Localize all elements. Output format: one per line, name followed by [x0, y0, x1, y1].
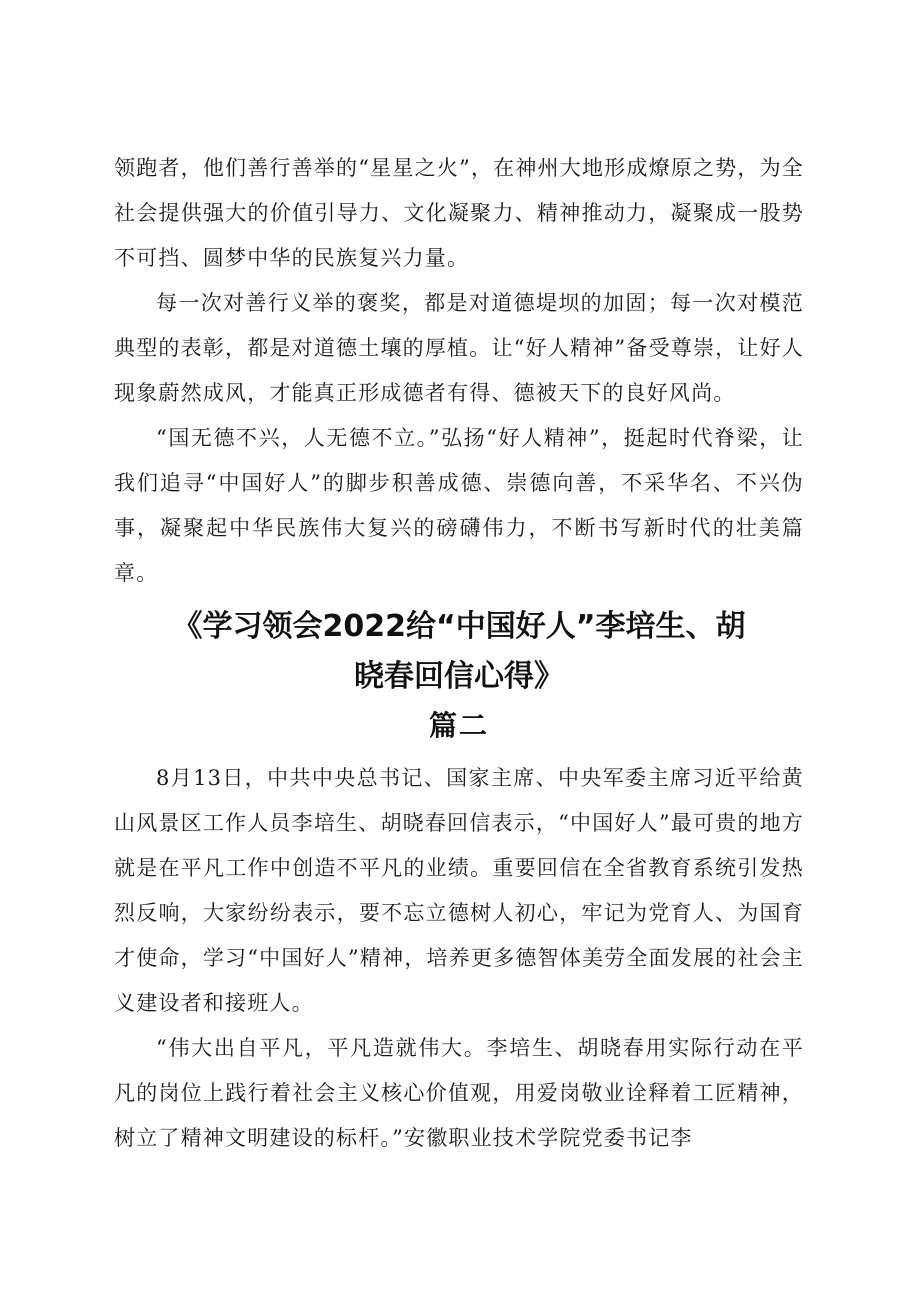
paragraph-conclusion: “国无德不兴，人无德不立。”弘扬“好人精神”，挺起时代脊梁，让我们追寻“中国好人”的脚步积善成德、崇德向善，不采华名、不兴伪事，凝聚起中华民族伟大复兴的磅礴伟力，不断书写新时代的壮美篇章。	[114, 426, 804, 585]
article-title-line-2: 晓春回信心得》	[354, 659, 564, 694]
paragraph-continuation: 领跑者，他们善行善举的“星星之火”，在神州大地形成燎原之势，为全社会提供强大的价值引导力、文化凝聚力、精神推动力，凝聚成一股势不可挡、圆梦中华的民族复兴力量。	[114, 156, 804, 270]
paragraph-commendation: 每一次对善行义举的褒奖，都是对道德堤坝的加固；每一次对模范典型的表彰，都是对道德土壤的厚植。让“好人精神”备受尊崇，让好人现象蔚然成风，才能真正形成德者有得、德被天下的良好风尚。	[114, 291, 804, 405]
paragraph-news: 8月13日，中共中央总书记、国家主席、中央军委主席习近平给黄山风景区工作人员李培生、胡晓春回信表示，“中国好人”最可贵的地方就是在平凡工作中创造不平凡的业绩。重要回信在全省教育系统引发热烈反响，大家纷纷表示，要不忘立德树人初心，牢记为党育人、为国育才使命，学习“中国好人”精神，培养更多德智体美劳全面发展的社会主义建设者和接班人。	[114, 766, 804, 1015]
document-body	[114, 146, 804, 1161]
section-subtitle: 篇二	[428, 709, 489, 742]
paragraph-quote: “伟大出自平凡，平凡造就伟大。李培生、胡晓春用实际行动在平凡的岗位上践行着社会主义核心价值观，用爱岗敬业诠释着工匠精神，树立了精神文明建设的标杆。”安徽职业技术学院党委书记李	[114, 1036, 804, 1150]
article-title-line-1: 《学习领会2022给“中国好人”李培生、胡	[172, 609, 746, 644]
article-title	[114, 602, 804, 702]
